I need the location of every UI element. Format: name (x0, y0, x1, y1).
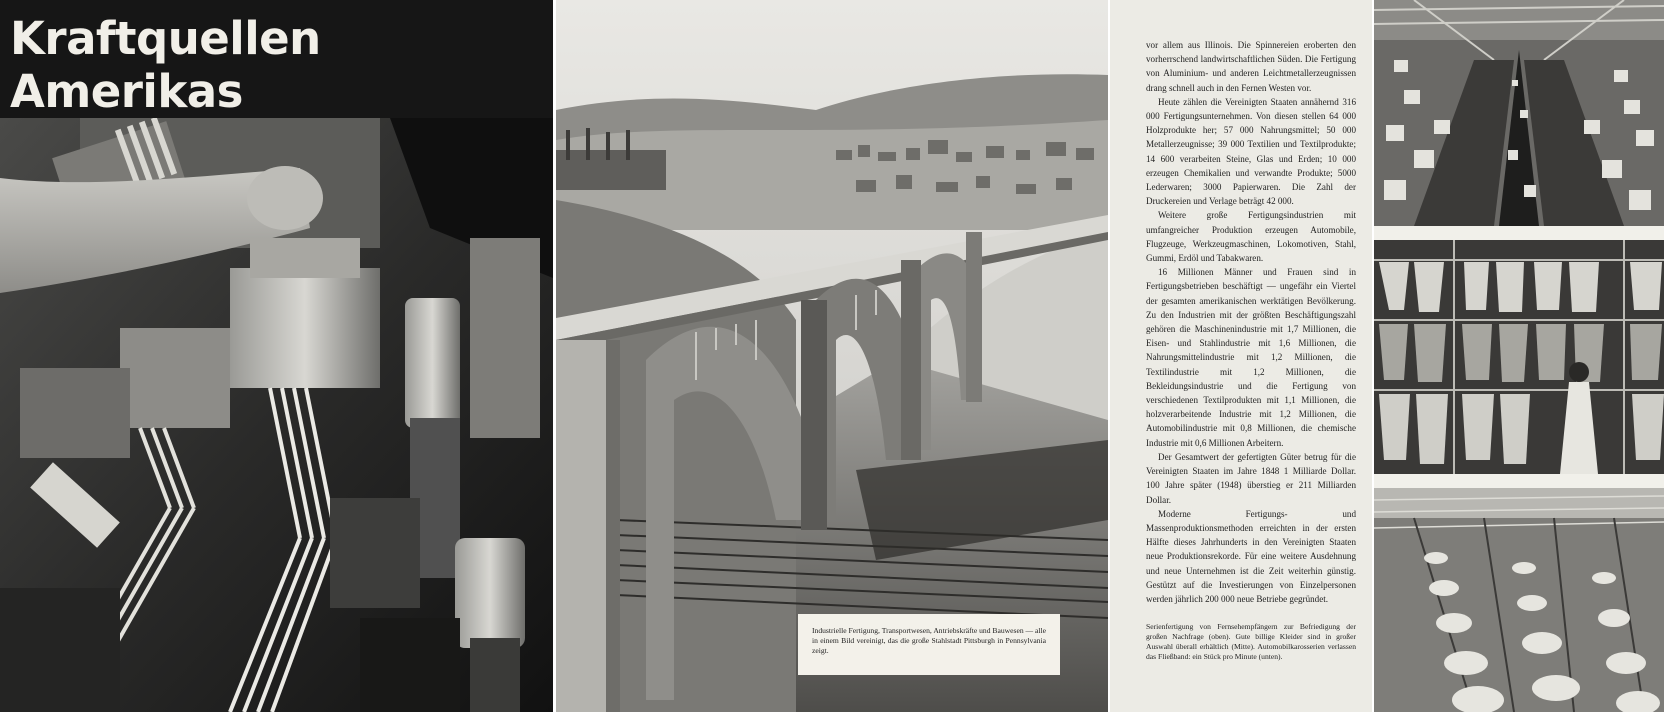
car-bodies-assembly-photo (1374, 488, 1664, 712)
body-text (1146, 38, 1356, 606)
paragraph: Heute zählen die Vereinigten Staaten annähernd 316 000 Fertigungsunternehmen. Von diesen stellen 64 000 Holzprodukte her; 57 000 Nahrungsmittel; 50 000 Metallerzeugnisse; 39 000 Textilien und Textilprodukte; 14 600 verarbeiten Steine, Glas und Erden; 10 000 erzeugen Chemikalien und verwandte Produkte; 5000 Lederwaren; 3000 Papierwaren. Die Zahl der Druckereien und Verlage beträgt 42 000. (1146, 96, 1356, 207)
pittsburgh-bridge-photo (556, 0, 1108, 712)
cover-page (0, 0, 553, 712)
cover-title: Kraftquellen Amerikas (0, 0, 553, 120)
television-assembly-photo (1374, 0, 1664, 226)
cover-machinery-photo (0, 118, 553, 712)
photos-caption: Serienfertigung von Fernsehempfängern zur Befriedigung der großen Nachfrage (oben). Gute billige Kleider sind in großer Auswahl überall erhältlich (Mitte). Automobilkarosserien verlassen das Fließband: ein Stück pro Minute (unten). (1146, 622, 1356, 661)
photos-page (1374, 0, 1664, 712)
paragraph: 16 Millionen Männer und Frauen sind in Fertigungsbetrieben beschäftigt — ungefähr ein Viertel der gesamten amerikanischen werktätigen Bevölkerung. Zu den Industrien mit der größten Beschäftigungszahl gehören die Maschinenindustrie mit 1,7 Millionen, die Eisen- und Stahlindustrie mit 1,6 Millionen, die Nahrungsmittelindustrie mit 1,2 Millionen, die Textilindustrie mit 1,2 Millionen, die Bekleidungsindustrie und die Fertigung von verschiedenen Textilprodukten mit 1,1 Millionen, die holzverarbeitende Industrie mit 1,2 Millionen, die Automobilindustrie mit 0,8 Millionen, die chemische Industrie mit 0,6 Millionen Arbeitern. (1146, 267, 1356, 448)
paragraph: Moderne Fertigungs- und Massenproduktionsmethoden erreichten in der ersten Hälfte dieses Jahrhunderts in den Vereinigten Staaten neue Produktionsrekorde. Für eine weitere Ausdehnung und neue Unternehmen ist die Zeit weiterhin günstig. Gestützt auf die Investierungen von Einzelpersonen werden jährlich 200 000 neue Betriebe gegründet. (1146, 508, 1356, 604)
paragraph: vor allem aus Illinois. Die Spinnereien eroberten den vorherrschend landwirtschaftlichen Süden. Die Fertigung von Aluminium- und anderen Leichtmetallerzeugnissen drang schnell auch in den Fernen Westen vor. (1146, 40, 1356, 93)
paragraph: Weitere große Fertigungsindustrien mit umfangreicher Produktion erzeugen Automobile, Flugzeuge, Werkzeugmaschinen, Lokomotiven, Stahl, Gummi, Erdöl und Tabakwaren. (1146, 210, 1356, 264)
dresses-store-photo (1374, 240, 1664, 474)
text-page (1110, 0, 1372, 712)
bridge-photo-caption: Industrielle Fertigung, Transportwesen, Antriebskräfte und Bauwesen — alle in einem Bild vereinigt, das die große Stahlstadt Pittsburgh in Pennsylvania zeigt. (798, 614, 1060, 675)
paragraph: Der Gesamtwert der gefertigten Güter betrug für die Vereinigten Staaten im Jahre 1848 1 Milliarde Dollar. 100 Jahre später (1948) überstieg er 211 Milliarden Dollar. (1146, 451, 1356, 505)
bridge-photo-page (556, 0, 1108, 712)
